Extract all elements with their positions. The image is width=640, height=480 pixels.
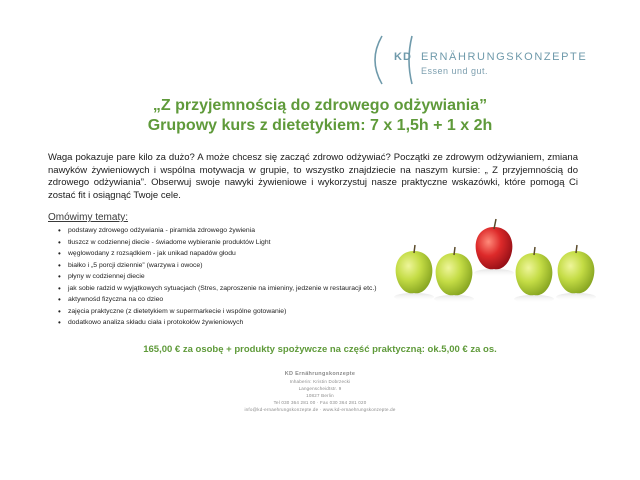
logo-company-name: ERNÄHRUNGSKONZEPTE: [421, 51, 588, 63]
footer-contact: info@kd-ernaehrungskonzepte.de · www.kd-ernaehrungskonzepte.de: [244, 407, 396, 412]
topic-item: • podstawy zdrowego odżywiania - piramida zdrowego żywienia: [48, 225, 468, 237]
footer-company: KD Ernährungskonzepte: [284, 371, 356, 377]
price-line: 165,00 € za osobę + produkty spożywcze na część praktyczną: ok.5,00 € za os.: [143, 344, 497, 355]
logo-tagline: Essen und gut.: [421, 66, 489, 76]
apple-red-icon: [474, 219, 514, 277]
footer-street: Langenscheidtstr. 9: [298, 386, 342, 391]
footer-city: 10827 Berlin: [306, 393, 334, 398]
topic-item: • płyny w codziennej diecie: [48, 271, 468, 283]
topic-item: • białko i „5 porcji dziennie” (warzywa i owoce): [48, 260, 468, 272]
footer-phone: Tel 030 364 281 00 · Fax 030 364 281 020: [273, 400, 367, 405]
company-logo: [360, 32, 610, 88]
topics-heading: Omówimy tematy:: [48, 212, 129, 223]
apple-green-4-icon: [556, 245, 596, 301]
topic-item: • dodatkowo analiza składu ciała i protokołów żywieniowych: [48, 317, 468, 329]
topic-item: • jak sobie radzid w wyjątkowych sytuacjach (Stres, zaproszenie na imieniny, jedzenie w restauracji etc.): [48, 283, 468, 295]
apple-green-1-icon: [394, 245, 434, 301]
course-subtitle: Grupowy kurs z dietetykiem: 7 x 1,5h + 1 x 2h: [147, 117, 493, 134]
logo-kd-text: KD: [394, 51, 412, 63]
topic-item: • węglowodany z rozsądkiem - jak unikad napadów głodu: [48, 248, 468, 260]
footer-owner: Inhaberin: Kristin Dobrzecki: [289, 379, 351, 384]
topic-item: • aktywnośd fizyczna na co dzieo: [48, 294, 468, 306]
topic-item: • zajęcia praktyczne (z dietetykiem w supermarkecie i wspólne gotowanie): [48, 306, 468, 318]
topic-item: • tłuszcz w codziennej diecie - świadome wybieranie produktów Light: [48, 237, 468, 249]
intro-paragraph: Waga pokazuje pare kilo za dużo? A może chcesz się zacząć zdrowo odżywiać? Początki ze zdrowym odżywianiem, zmiana nawyków żywieniowych i wspólna motywacja w grupie, to wszystko znajdziecie na naszym kursie: „ Z przyjemnością do zdrowego odżywiania”. Obserwuj swoje nawyki żywieniowe i wykorzystuj nasze praktyczne wskazówki, które pomogą Ci zostać fit i osiągnąć Twoje cele.: [48, 152, 578, 201]
apples-image: [390, 215, 610, 315]
apple-green-3-icon: [514, 247, 554, 303]
apple-green-2-icon: [434, 247, 474, 303]
footer-address: [0, 370, 640, 413]
page-title: „Z przyjemnością do zdrowego odżywiania”: [152, 97, 488, 114]
